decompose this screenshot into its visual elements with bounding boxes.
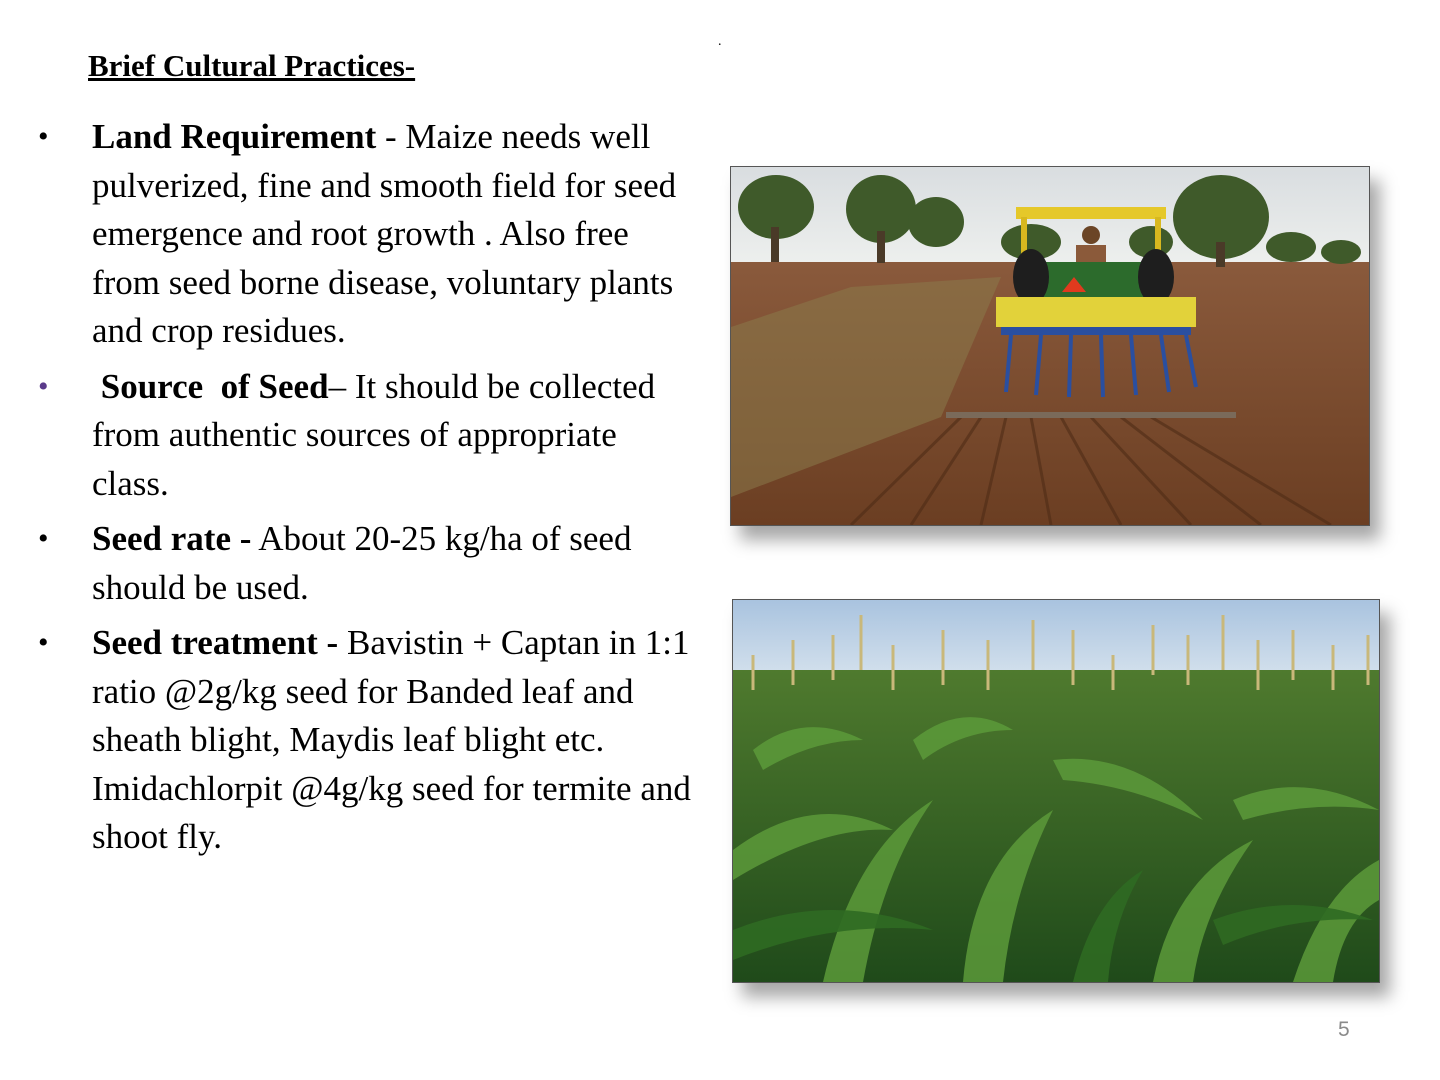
tractor-seed-drill-photo <box>730 166 1370 526</box>
list-item <box>0 113 700 356</box>
bullet-icon: • <box>38 120 49 153</box>
maize-field-photo <box>732 599 1380 983</box>
bullet-icon: • <box>38 522 49 555</box>
bullet-term: Seed treatment - <box>92 623 339 662</box>
bullet-term: Land Requirement <box>92 117 377 156</box>
bullet-term: Source of Seed <box>92 366 329 406</box>
list-item <box>0 515 700 612</box>
bullet-text: - Maize needs well pulverized, fine and smooth field for seed emergence and root growth . Also free from seed borne disease, voluntary plants and crop residues. <box>92 117 677 350</box>
list-item <box>0 619 700 862</box>
bullet-icon: • <box>38 626 49 659</box>
practices-list <box>0 113 700 869</box>
bullet-term: Seed rate - <box>92 519 252 558</box>
bullet-text: Bavistin + Captan in 1:1 ratio @2g/kg seed for Banded leaf and sheath blight, Maydis leaf blight etc. Imidachlorpit @4g/kg seed for termite and shoot fly. <box>92 623 691 856</box>
page-number: 5 <box>1338 1018 1350 1041</box>
bullet-text: – It should be collected from authentic sources of appropriate class. <box>92 366 656 503</box>
bullet-text: About 20-25 kg/ha of seed should be used. <box>92 519 632 607</box>
slide-title: Brief Cultural Practices- <box>88 48 416 83</box>
top-mark: . <box>718 34 722 49</box>
bullet-icon: • <box>38 369 49 403</box>
list-item <box>0 363 700 509</box>
